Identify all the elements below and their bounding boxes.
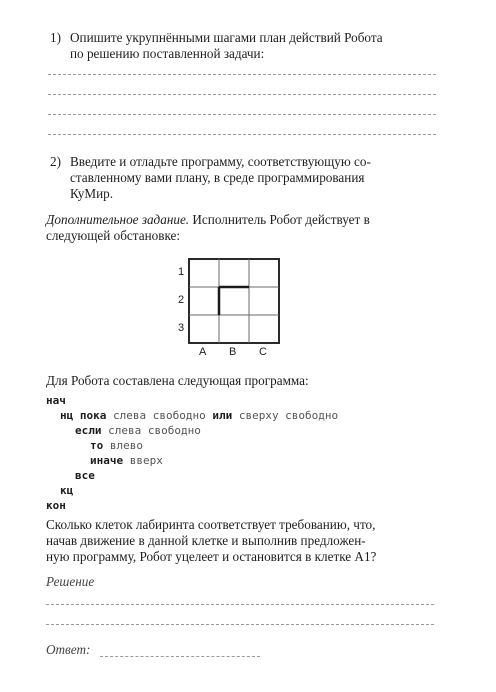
solution-line <box>46 604 434 605</box>
solution-label: Решение <box>46 574 95 589</box>
code-keyword: все <box>75 469 95 482</box>
code-line-3 <box>75 423 201 438</box>
extra-task-label: Дополнительное задание. <box>46 212 190 227</box>
maze-grid <box>168 254 308 346</box>
question-line2: начав движение в данной клетке и выполнив предложен- <box>46 533 366 548</box>
answer-line <box>48 114 436 115</box>
code-text: слева свободно <box>106 409 213 422</box>
col-label: A <box>199 346 207 358</box>
code-keyword: нц пока <box>60 409 107 422</box>
code-line-5 <box>90 453 163 468</box>
code-keyword: иначе <box>90 454 124 467</box>
code-keyword: если <box>75 424 102 437</box>
code-line-1 <box>46 393 66 408</box>
task1-line2: по решению поставленной задачи: <box>70 46 265 61</box>
task2-number: 2) <box>50 154 61 169</box>
extra-task-line1 <box>46 212 446 228</box>
task2-line3: КуМир. <box>70 186 114 201</box>
task1-number: 1) <box>50 30 61 45</box>
code-keyword: кон <box>46 499 66 512</box>
extra-task-line2: следующей обстановке: <box>46 228 181 243</box>
col-label: B <box>229 346 237 358</box>
code-line-6 <box>75 468 95 483</box>
answer-input-line[interactable] <box>100 656 260 657</box>
code-keyword: нач <box>46 394 66 407</box>
solution-line <box>46 624 434 625</box>
question-line3: ную программу, Робот уцелеет и остановится в клетке A1? <box>46 549 377 564</box>
code-line-8 <box>46 498 66 513</box>
code-text: влево <box>103 439 143 452</box>
code-text: вверх <box>123 454 163 467</box>
answer-line <box>48 134 436 135</box>
answer-line <box>48 74 436 75</box>
program-intro: Для Робота составлена следующая программа: <box>46 373 309 388</box>
answer-line <box>48 94 436 95</box>
task2-line1: Введите и отладьте программу, соответствующую со- <box>70 154 371 169</box>
code-text: сверху свободно <box>232 409 339 422</box>
row-label: 2 <box>178 294 185 306</box>
maze-border <box>189 259 279 343</box>
code-line-4 <box>90 438 143 453</box>
task2-line2: ставленному вами плану, в среде программирования <box>70 170 365 185</box>
code-line-2 <box>60 408 338 423</box>
robot-maze <box>168 254 308 364</box>
row-label: 1 <box>178 266 185 278</box>
code-keyword: кц <box>60 484 74 497</box>
answer-label: Ответ: <box>46 642 91 657</box>
col-label: C <box>259 346 267 358</box>
code-keyword: или <box>212 409 233 422</box>
extra-task-text: Исполнитель Робот действует в <box>189 212 370 227</box>
code-keyword: то <box>90 439 104 452</box>
task1-line1: Опишите укрупнёнными шагами план действий Робота <box>70 30 383 45</box>
question-line1: Сколько клеток лабиринта соответствует требованию, что, <box>46 517 376 532</box>
code-text: слева свободно <box>101 424 201 437</box>
row-label: 3 <box>178 322 185 334</box>
code-line-7 <box>60 483 73 498</box>
